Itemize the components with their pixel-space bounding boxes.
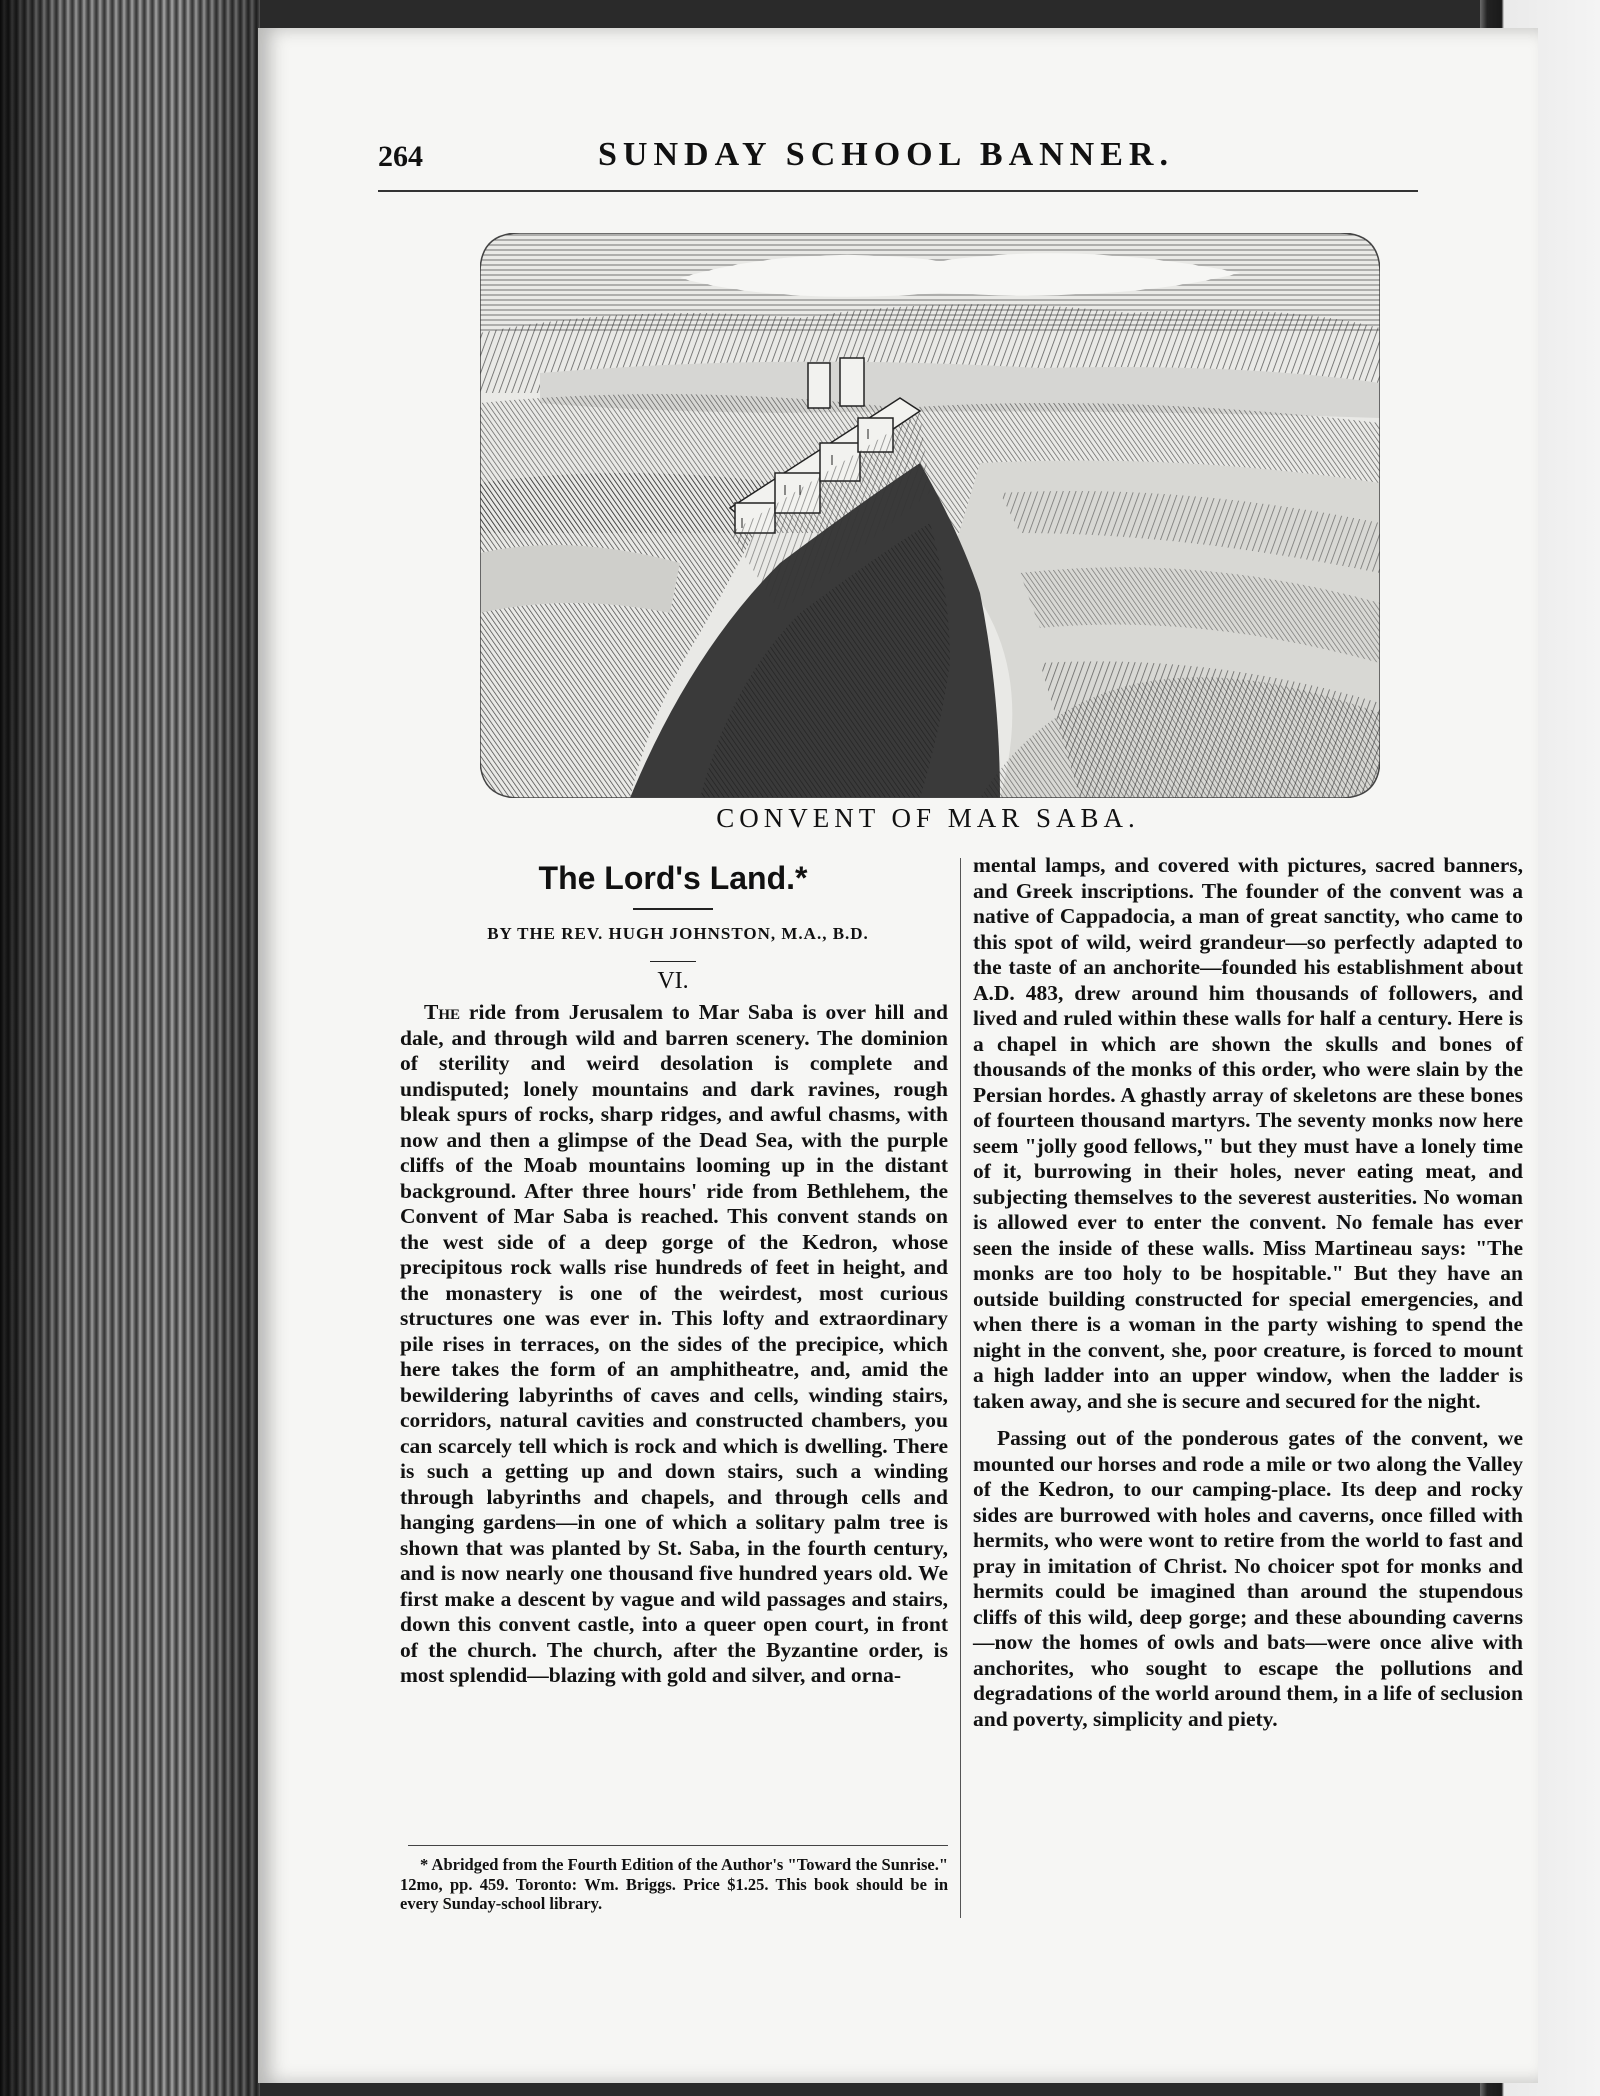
- footnote-text: * Abridged from the Fourth Edition of the Author's "Toward the Sunrise." 12mo, pp. 459. Toronto: Wm. Briggs. Price $1.25. This book should be in every Sunday-school library.: [400, 1855, 948, 1913]
- left-column: [400, 1000, 948, 1689]
- paragraph-text: ride from Jerusalem to Mar Saba is over hill and dale, and through wild and barren scenery. The dominion of sterility and weird desolation is complete and undisputed; lonely mountains and dark ravines, rough bleak spurs of rocks, sharp ridges, and awful chasms, with now and then a glimpse of the Dead Sea, with the purple cliffs of the Moab mountains looming up in the distant background. After three hours' ride from Bethlehem, the Convent of Mar Saba is reached. This convent stands on the west side of a deep gorge of the Kedron, whose precipitous rock walls rise hundreds of feet in height, and the monastery is one of the weirdest, most curious structures one was ever in. This lofty and extraordinary pile rises in terraces, on the sides of the precipice, which here takes the form of an amphitheatre, and, amid the bewildering labyrinths of caves and cells, winding stairs, corridors, natural cavities and constructed chambers, you can scarcely tell which is rock and which is dwelling. There is such a getting up and down stairs, such a winding through labyrinths and chapels, and through cells and hanging gardens—in one of which a solitary palm tree is shown that was planted by St. Saba, in the fourth century, and is now nearly one thousand five hundred years old. We first make a descent by vague and wild passages and stairs, down this convent castle, into a queer open court, in front of the church. The church, after the Byzantine order, is most splendid—blazing with gold and silver, and orna-: [400, 1000, 948, 1687]
- engraving-illustration: [480, 233, 1380, 798]
- footnote-rule: [408, 1845, 948, 1846]
- paragraph: [400, 1000, 948, 1689]
- footnote: [400, 1855, 948, 1914]
- page-number: 264: [378, 140, 423, 173]
- drop-word: The: [424, 1000, 461, 1024]
- title-rule: [633, 908, 713, 910]
- paragraph-continued: mental lamps, and covered with pictures, sacred banners, and Greek inscriptions. The founder of the convent was a native of Cappadocia, a man of great sanctity, who came to this spot of wild, weird grandeur—so perfectly adapted to the taste of an anchorite—founded his establishment about A.D. 483, drew around him thousands of followers, and lived and ruled within these walls for half a century. Here is a chapel in which are shown the skulls and bones of thousands of the monks of this order, who were slain by the Persian hordes. A ghastly array of skeletons are these bones of fourteen thousand martyrs. The seventy monks now here seem "jolly good fellows," but they must have a lonely time of it, burrowing in their holes, never eating meat, and subjecting themselves to the severest austerities. No woman is allowed ever to enter the convent. No female has ever seen the inside of these walls. Miss Martineau says: "The monks are too holy to be hospitable." But they have an outside building constructed for special emergencies, and when there is a woman in the party wishing to spend the night in the convent, she, poor creature, is forced to mount a high ladder into an upper window, when the ladder is taken away, and she is secure and secured for the night.: [973, 853, 1523, 1413]
- byline-rule: [650, 961, 696, 962]
- column-divider: [960, 858, 961, 1918]
- convent-engraving: [480, 233, 1380, 798]
- book-page-edges: [0, 0, 260, 2096]
- section-numeral: VI.: [657, 968, 689, 994]
- header-rule: [378, 190, 1418, 192]
- running-head: SUNDAY SCHOOL BANNER.: [598, 136, 1174, 173]
- illustration-caption: CONVENT OF MAR SABA.: [716, 803, 1140, 833]
- paragraph: Passing out of the ponderous gates of the convent, we mounted our horses and rode a mile or two along the Valley of the Kedron, to our camping-place. Its deep and rocky sides are burrowed with holes and caverns, once filled with hermits, who were wont to retire from the world to fast and pray in imitation of Christ. No choicer spot for monks and hermits could be imagined than around the stupendous cliffs of this wild, deep gorge; and these abounding caverns—now the homes of owls and bats—were once alive with anchorites, who sought to escape the pollutions and degradations of the world around them, in a life of seclusion and poverty, simplicity and piety.: [973, 1426, 1523, 1731]
- article-title: The Lord's Land.*: [538, 860, 808, 896]
- article-byline: BY THE REV. HUGH JOHNSTON, M.A., B.D.: [487, 924, 869, 943]
- right-column: [973, 853, 1523, 1732]
- book-page: [258, 28, 1538, 2083]
